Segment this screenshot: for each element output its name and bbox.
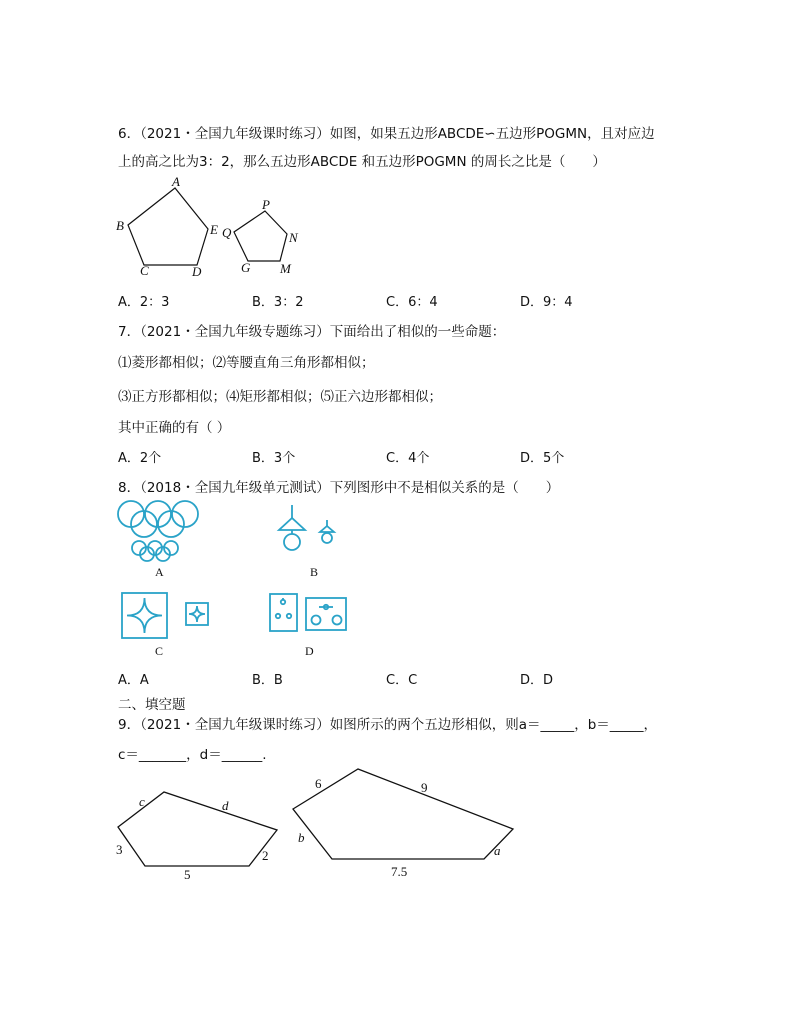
- vertex-label: E: [210, 222, 218, 237]
- q7-title: 7．（2021・全国九年级专题练习）下面给出了相似的一些命题：: [118, 324, 506, 340]
- q8-option-c[interactable]: C．C: [386, 673, 418, 688]
- figure-label: D: [305, 644, 314, 658]
- side-label-d: d: [222, 798, 229, 813]
- q8-option-a[interactable]: A．A: [118, 673, 149, 688]
- side-label-b: b: [298, 830, 305, 845]
- q6-option-c[interactable]: C．6：4: [386, 295, 438, 310]
- figure-label: A: [155, 565, 164, 579]
- section-title: 二、填空题: [118, 697, 186, 713]
- figure-label: B: [310, 565, 319, 579]
- q7-line3: 其中正确的有（ ）: [118, 420, 231, 436]
- q7-option-b[interactable]: B．3个: [252, 451, 296, 466]
- q6-line2: 上的高之比为3：2，那么五边形ABCDE 和五边形POGMN 的周长之比是（ ）: [118, 154, 606, 170]
- q8-option-d[interactable]: D．D: [520, 673, 554, 688]
- vertex-label: D: [192, 264, 202, 279]
- q7-line2: ⑶正方形都相似；⑷矩形都相似；⑸正六边形都相似；: [118, 389, 442, 405]
- vertex-label: G: [241, 260, 251, 275]
- q8-option-b[interactable]: B．B: [252, 673, 283, 688]
- side-label-6: 6: [315, 776, 322, 791]
- vertex-label: Q: [222, 225, 232, 240]
- q7-option-c[interactable]: C．4个: [386, 451, 430, 466]
- side-label-7-5: 7.5: [391, 864, 408, 879]
- q6-option-a[interactable]: A．2：3: [118, 295, 170, 310]
- q6-line1: 6．（2021・全国九年级课时练习）如图，如果五边形ABCDE∽五边形POGMN，且对应边: [118, 126, 655, 142]
- side-label-3: 3: [116, 842, 123, 857]
- q6-option-d[interactable]: D．9：4: [520, 295, 573, 310]
- q8-title: 8．（2018・全国九年级单元测试）下列图形中不是相似关系的是（ ）: [118, 480, 560, 496]
- side-label-c: c: [139, 794, 145, 809]
- q7-option-d[interactable]: D．5个: [520, 451, 565, 466]
- side-label-9: 9: [421, 780, 428, 795]
- q7-line1: ⑴菱形都相似；⑵等腰直角三角形都相似；: [118, 355, 375, 371]
- q9-line1: 9．（2021・全国九年级课时练习）如图所示的两个五边形相似，则a＝_____，b＝_____，: [118, 717, 658, 733]
- vertex-label: C: [140, 263, 149, 278]
- side-label-a: a: [494, 843, 501, 858]
- side-label-2: 2: [262, 848, 269, 863]
- vertex-label: M: [280, 261, 291, 276]
- figure-label: C: [155, 644, 164, 658]
- q7-option-a[interactable]: A．2个: [118, 451, 162, 466]
- q6-option-b[interactable]: B．3：2: [252, 295, 304, 310]
- vertex-label: A: [172, 174, 180, 189]
- side-label-5: 5: [184, 867, 191, 882]
- vertex-label: B: [116, 218, 124, 233]
- q9-line2: c＝_______，d＝______.: [118, 747, 267, 763]
- pentagon-right: [293, 769, 513, 859]
- vertex-label: P: [262, 197, 270, 212]
- vertex-label: N: [289, 230, 298, 245]
